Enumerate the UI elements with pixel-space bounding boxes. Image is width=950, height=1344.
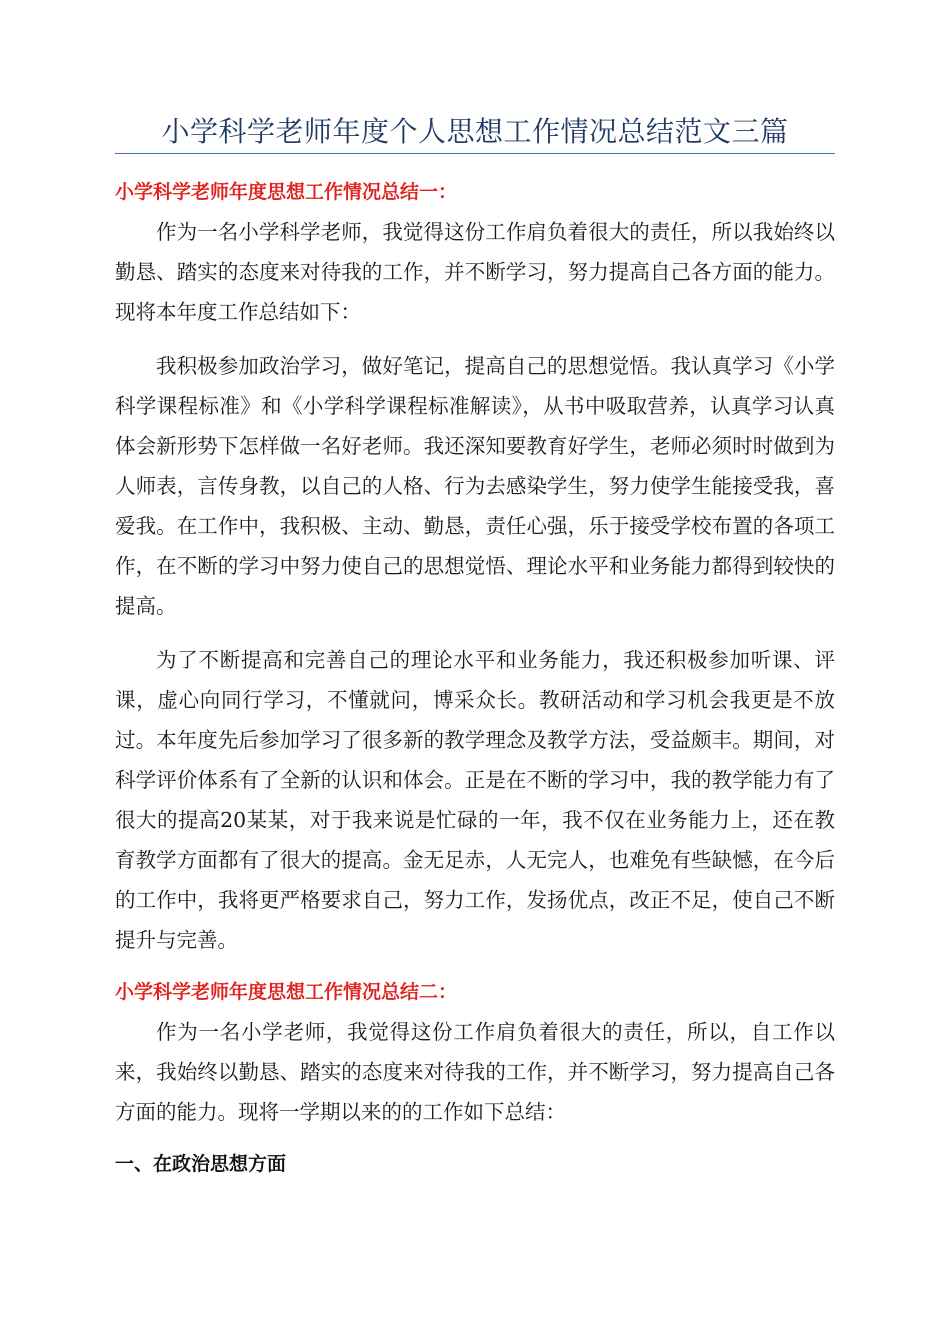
- paragraph: 作为一名小学科学老师，我觉得这份工作肩负着很大的责任，所以我始终以勤恳、踏实的态度来对待我的工作，并不断学习，努力提高自己各方面的能力。现将本年度工作总结如下：: [115, 220, 835, 324]
- section-heading-1: 小学科学老师年度思想工作情况总结一：: [115, 181, 458, 203]
- paragraph: 为了不断提高和完善自己的理论水平和业务能力，我还积极参加听课、评课，虚心向同行学习，不懂就问，博采众长。教研活动和学习机会我更是不放过。本年度先后参加学习了很多新的教学理念及教学方法，受益颇丰。期间，对科学评价体系有了全新的认识和体会。正是在不断的学习中，我的教学能力有了很大的提高20某某，对于我来说是忙碌的一年，我不仅在业务能力上，还在教育教学方面都有了很大的提高。金无足赤，人无完人，也难免有些缺憾，在今后的工作中，我将更严格要求自己，努力工作，发扬优点，改正不足，使自己不断提升与完善。: [115, 648, 835, 952]
- subheading: 一、在政治思想方面: [115, 1153, 287, 1175]
- paragraph: 作为一名小学老师，我觉得这份工作肩负着很大的责任，所以，自工作以来，我始终以勤恳、踏实的态度来对待我的工作，并不断学习，努力提高自己各方面的能力。现将一学期以来的的工作如下总结：: [115, 1020, 835, 1124]
- title-underline: [115, 153, 835, 154]
- document-title: 小学科学老师年度个人思想工作情况总结范文三篇: [161, 115, 789, 148]
- paragraph: 我积极参加政治学习，做好笔记，提高自己的思想觉悟。我认真学习《小学科学课程标准》和《小学科学课程标准解读》，从书中吸取营养，认真学习认真体会新形势下怎样做一名好老师。我还深知要教育好学生，老师必须时时做到为人师表，言传身教，以自己的人格、行为去感染学生，努力使学生能接受我，喜爱我。在工作中，我积极、主动、勤恳，责任心强，乐于接受学校布置的各项工作，在不断的学习中努力使自己的思想觉悟、理论水平和业务能力都得到较快的提高。: [115, 354, 835, 618]
- section-heading-2: 小学科学老师年度思想工作情况总结二：: [115, 981, 458, 1003]
- document-body: [115, 172, 835, 1184]
